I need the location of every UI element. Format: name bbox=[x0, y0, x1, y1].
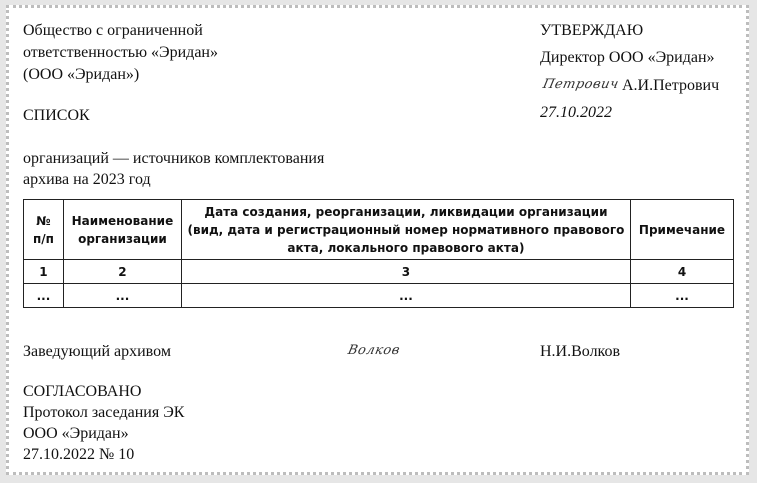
numbering-cell: 2 bbox=[63, 260, 181, 284]
header-dates bbox=[181, 200, 630, 260]
header-num: № п/п bbox=[24, 200, 64, 260]
agreed-title: СОГЛАСОВАНО bbox=[23, 383, 142, 400]
approve-position: Директор ООО «Эридан» bbox=[540, 49, 715, 66]
numbering-cell: 1 bbox=[24, 260, 64, 284]
sources-table bbox=[23, 199, 734, 308]
numbering-cell: 3 bbox=[181, 260, 630, 284]
table-row bbox=[24, 284, 734, 308]
agreed-line2: ООО «Эридан» bbox=[23, 425, 129, 442]
footer-name: Н.И.Волков bbox=[540, 343, 621, 360]
header-dates-sub: (вид, дата и регистрационный номер нормативного правового акта, локального правового акта) bbox=[187, 222, 625, 255]
table-cell: ... bbox=[181, 284, 630, 308]
table-cell: ... bbox=[63, 284, 181, 308]
doc-type: СПИСОК bbox=[23, 107, 90, 124]
numbering-row bbox=[24, 260, 734, 284]
header-dates-main: Дата создания, реорганизации, ликвидации организации bbox=[204, 204, 608, 219]
archive-head-signature: Волков bbox=[346, 343, 402, 358]
director-signature: Петрович bbox=[541, 77, 621, 92]
header-note: Примечание bbox=[630, 200, 733, 260]
footer-position: Заведующий архивом bbox=[23, 343, 171, 360]
approve-title: УТВЕРЖДАЮ bbox=[540, 22, 644, 39]
table-header-row bbox=[24, 200, 734, 260]
approve-date: 27.10.2022 bbox=[540, 104, 612, 121]
doc-title-line1: организаций — источников комплектования bbox=[23, 150, 325, 167]
numbering-cell: 4 bbox=[630, 260, 733, 284]
approve-name: А.И.Петрович bbox=[622, 77, 720, 94]
org-name-line1: Общество с ограниченной bbox=[23, 22, 203, 39]
agreed-line3: 27.10.2022 № 10 bbox=[23, 446, 135, 463]
table-cell: ... bbox=[630, 284, 733, 308]
org-short-name: (ООО «Эридан») bbox=[23, 66, 140, 83]
table-cell: ... bbox=[24, 284, 64, 308]
org-name-line2: ответственностью «Эридан» bbox=[23, 44, 218, 61]
agreed-line1: Протокол заседания ЭК bbox=[23, 404, 185, 421]
doc-title-line2: архива на 2023 год bbox=[23, 171, 151, 188]
header-name: Наименование организации bbox=[63, 200, 181, 260]
